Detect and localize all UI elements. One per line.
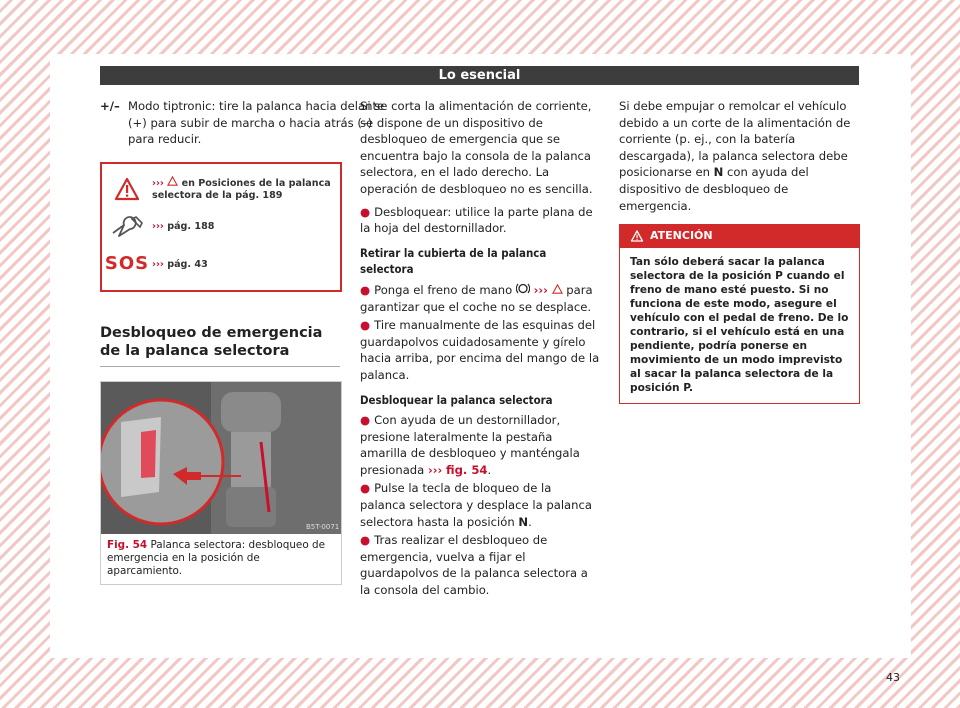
subheading-remove-cover: Retirar la cubierta de la palanca selectora bbox=[360, 245, 547, 277]
small-warning-icon bbox=[167, 176, 178, 186]
col2-intro: Si se corta la alimentación de corriente, se dispone de un dispositivo de desbloqueo de emergencia que se encuentra bajo la consola de la palanca selectora, en el lado derecho. La operación de desbloqueo no es sencilla. bbox=[360, 99, 593, 196]
column-2 bbox=[360, 98, 600, 601]
page-number: 43 bbox=[886, 671, 900, 684]
tiptronic-item bbox=[100, 98, 392, 148]
page bbox=[50, 54, 911, 684]
reference-box bbox=[100, 162, 342, 292]
wrench-icon bbox=[102, 215, 152, 239]
bullet-screwdriver: ● Con ayuda de un destornillador, presione lateralmente la pestaña amarilla de desbloqueo y manténgala presionada ››› fig. 54. bbox=[360, 413, 580, 477]
small-warning-icon-2 bbox=[552, 284, 563, 294]
header-title: Lo esencial bbox=[438, 68, 521, 83]
warning-triangle-icon bbox=[102, 177, 152, 201]
sos-icon: SOS bbox=[104, 253, 150, 275]
bullet-lock-key: ● Pulse la tecla de bloqueo de la palanca selectora y desplace la palanca selectora hasta la posición N. bbox=[360, 481, 592, 529]
subheading-unlock-lever: Desbloquear la palanca selectora bbox=[360, 392, 553, 407]
col3-intro: Si debe empujar o remolcar el vehículo debido a un corte de la alimentación de corriente (p. ej., con la batería descargada), la palanca selectora debe posicionarse en N con ayuda del dispositivo de desbloqueo de emergencia. bbox=[619, 99, 851, 213]
bullet-refit: ● Tras realizar el desbloqueo de emergencia, vuelva a fijar el guardapolvos de la palanca selectora a la consola del cambio. bbox=[360, 533, 588, 598]
column-1 bbox=[100, 98, 392, 585]
figure-caption bbox=[101, 534, 341, 584]
figure-code: B5T-0071 bbox=[306, 522, 340, 531]
ref-row-sos[interactable]: SOS ››› pág. 43 bbox=[102, 246, 340, 284]
bullet-boot: ● Tire manualmente de las esquinas del guardapolvos cuidadosamente y gírelo hacia arriba, por encima del mango de la palanca. bbox=[360, 318, 600, 382]
ref-text-sos: pág. 43 bbox=[167, 258, 208, 270]
tiptronic-key: +/– bbox=[100, 99, 120, 113]
figure-54 bbox=[100, 381, 342, 585]
figure-link[interactable]: fig. 54 bbox=[446, 462, 488, 477]
warning-icon bbox=[630, 230, 644, 242]
warning-header bbox=[620, 225, 859, 248]
column-3 bbox=[619, 98, 860, 404]
bullet-handbrake: ● Ponga el freno de mano ››› para garantizar que el coche no se desplace. bbox=[360, 282, 593, 314]
bullet-unlock: ● Desbloquear: utilice la parte plana de la hoja del destornillador. bbox=[360, 204, 593, 236]
warning-title: ATENCIÓN bbox=[650, 229, 713, 243]
ref-row-warning[interactable]: ››› en Posiciones de la palanca selectora de la pág. 189 bbox=[102, 170, 340, 208]
gear-selector-illustration bbox=[101, 382, 341, 534]
ref-text-warning: en Posiciones de la palanca selectora de la pág. 189 bbox=[152, 177, 331, 201]
warning-box bbox=[619, 224, 860, 404]
warning-text: Tan sólo deberá sacar la palanca selectora de la posición P cuando el freno de mano esté puesto. Si no funciona de este modo, asegure el vehículo con el pedal de freno. De lo contrario, si el vehículo está en una pendiente, podría ponerse en movimiento de un modo imprevisto al sacar la palanca selectora de la posición P. bbox=[630, 255, 849, 394]
ref-text-wrench: pág. 188 bbox=[167, 220, 215, 232]
figure-caption-text: Palanca selectora: desbloqueo de emergencia en la posición de aparcamiento. bbox=[107, 538, 325, 577]
page-header bbox=[100, 66, 859, 85]
tiptronic-text: Modo tiptronic: tire la palanca hacia delante (+) para subir de marcha o hacia atrás (–) para reducir. bbox=[128, 99, 385, 147]
figure-label: Fig. 54 bbox=[107, 538, 148, 551]
section-title: Desbloqueo de emergencia de la palanca selectora bbox=[100, 324, 340, 367]
ref-row-wrench[interactable]: ››› pág. 188 bbox=[102, 208, 340, 246]
handbrake-icon bbox=[516, 283, 534, 297]
